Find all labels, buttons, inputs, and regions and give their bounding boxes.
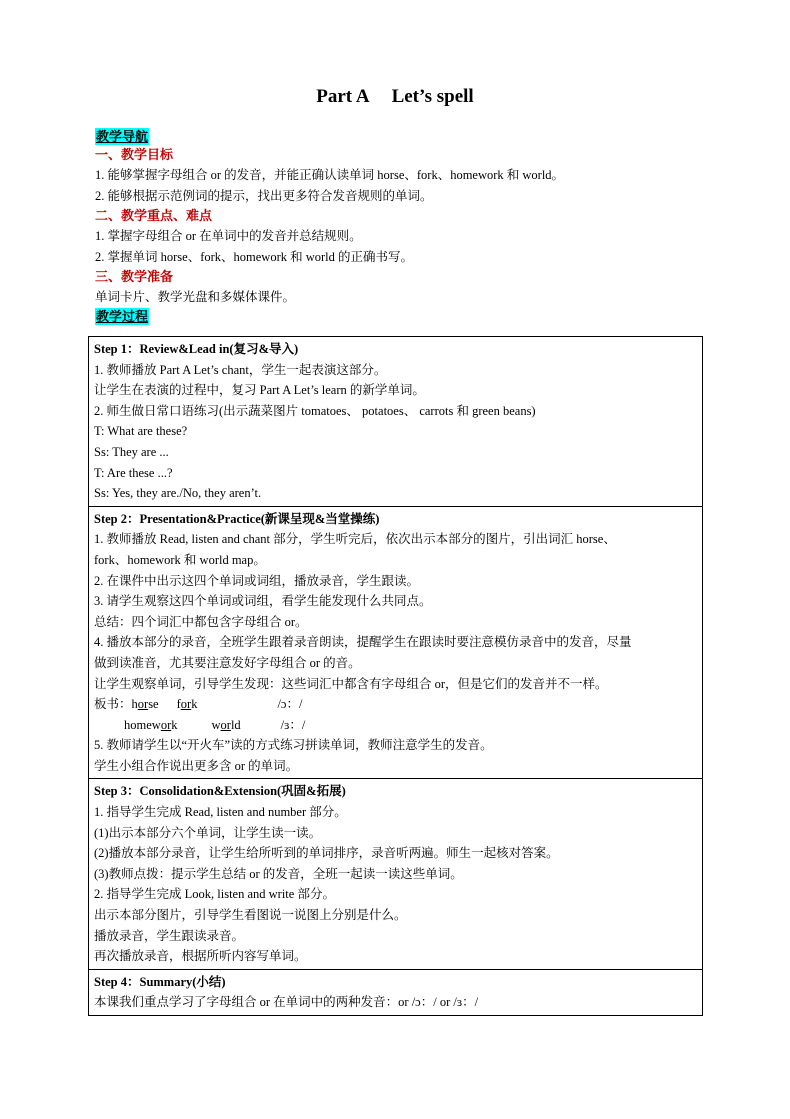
process-table xyxy=(88,336,703,1016)
table-row xyxy=(89,969,703,1015)
guide-section xyxy=(95,128,710,325)
step-title: Step 4：Summary(小结) xyxy=(94,974,226,989)
board-line-2 xyxy=(94,715,696,736)
text-line: 单词卡片、教学光盘和多媒体课件。 xyxy=(95,290,296,304)
process-tag: 教学过程 xyxy=(96,308,149,324)
phonetic-or-1: /ɔ：/ xyxy=(277,697,303,712)
step-line: 播放录音，学生跟读录音。 xyxy=(94,928,245,943)
step-line: T: What are these? xyxy=(94,424,188,439)
table-row xyxy=(89,779,703,969)
page-title: Part A Let’s spell xyxy=(316,86,474,107)
board-word-world: world xyxy=(211,717,241,732)
step-line: fork、homework 和 world map。 xyxy=(94,552,266,567)
section-heading: 二、教学重点、难点 xyxy=(95,208,213,223)
guide-tag: 教学导航 xyxy=(96,129,149,144)
step-line: 学生小组合作说出更多含 or 的单词。 xyxy=(94,758,299,773)
step-line: (1)出示本部分六个单词，让学生读一读。 xyxy=(94,825,322,840)
step-line: Ss: They are ... xyxy=(94,444,169,459)
step-line: 做到读准音，尤其要注意发好字母组合 or 的音。 xyxy=(94,655,361,670)
text-line: 2. 能够根据示范例词的提示，找出更多符合发音规则的单词。 xyxy=(95,188,433,203)
board-word-horse: horse xyxy=(131,697,159,712)
step-line: T: Are these ...? xyxy=(94,465,173,480)
step-line: 4. 播放本部分的录音，全班学生跟着录音朗读，提醒学生在跟读时要注意模仿录音中的发音，尽量 xyxy=(94,635,632,650)
step-cell xyxy=(89,969,703,1015)
section-heading: 三、教学准备 xyxy=(95,269,174,284)
step-line: 让学生在表演的过程中，复习 Part A Let’s learn 的新学单词。 xyxy=(94,383,425,398)
step-title: Step 3：Consolidation&Extension(巩固&拓展) xyxy=(94,784,346,799)
step-title: Step 1：Review&Lead in(复习&导入) xyxy=(94,342,299,356)
step-line: 3. 请学生观察这四个单词或词组，看学生能发现什么共同点。 xyxy=(94,594,432,609)
table-row xyxy=(89,337,703,507)
board-word-homework: homework xyxy=(124,717,178,732)
step-cell xyxy=(89,779,703,969)
step-line: 1. 指导学生完成 Read, listen and number 部分。 xyxy=(94,805,347,820)
step-line: 出示本部分图片，引导学生看图说一说图上分别是什么。 xyxy=(94,908,407,923)
step-line: Ss: Yes, they are./No, they aren’t. xyxy=(94,486,262,501)
step-line: 总结：四个词汇中都包含字母组合 or。 xyxy=(94,614,308,629)
board-line-1 xyxy=(94,694,696,715)
step-line: (2)播放本部分录音，让学生给所听到的单词排序，录音听两遍。师生一起核对答案。 xyxy=(94,846,559,861)
step-line: 1. 教师播放 Read, listen and chant 部分，学生听完后，依次出示本部分的图片，引出词汇 horse、 xyxy=(94,532,616,547)
text-line: 2. 掌握单词 horse、fork、homework 和 world 的正确书写。 xyxy=(95,249,414,264)
step-line: 1. 教师播放 Part A Let’s chant，学生一起表演这部分。 xyxy=(94,362,387,377)
section-heading: 一、教学目标 xyxy=(95,147,174,162)
step-line: 2. 师生做日常口语练习(出示蔬菜图片 tomatoes、 potatoes、 carrots 和 green beans) xyxy=(94,403,536,418)
text-line: 1. 掌握字母组合 or 在单词中的发音并总结规则。 xyxy=(95,229,362,243)
step-line: 本课我们重点学习了字母组合 or 在单词中的两种发音：or /ɔ：/ or /ɜ：/ xyxy=(94,995,479,1010)
step-line: 让学生观察单词，引导学生发现：这些词汇中都含有字母组合 or，但是它们的发音并不一样。 xyxy=(94,676,608,691)
step-line: 5. 教师请学生以“开火车”读的方式练习拼读单词，教师注意学生的发音。 xyxy=(94,738,493,753)
board-word-fork: fork xyxy=(176,697,198,712)
step-line: 2. 在课件中出示这四个单词或词组，播放录音，学生跟读。 xyxy=(94,573,420,588)
table-row xyxy=(89,506,703,779)
step-line: 2. 指导学生完成 Look, listen and write 部分。 xyxy=(94,887,335,902)
board-label: 板书： xyxy=(94,697,132,712)
step-title: Step 2：Presentation&Practice(新课呈现&当堂操练) xyxy=(94,511,380,526)
step-cell xyxy=(89,337,703,507)
text-line: 1. 能够掌握字母组合 or 的发音，并能正确认读单词 horse、fork、homework 和 world。 xyxy=(95,168,565,182)
step-line: (3)教师点拨：提示学生总结 or 的发音，全班一起读一读这些单词。 xyxy=(94,866,463,881)
phonetic-or-2: /ɜ：/ xyxy=(280,717,306,732)
step-cell xyxy=(89,506,703,779)
step-line: 再次播放录音，根据所听内容写单词。 xyxy=(94,949,307,964)
